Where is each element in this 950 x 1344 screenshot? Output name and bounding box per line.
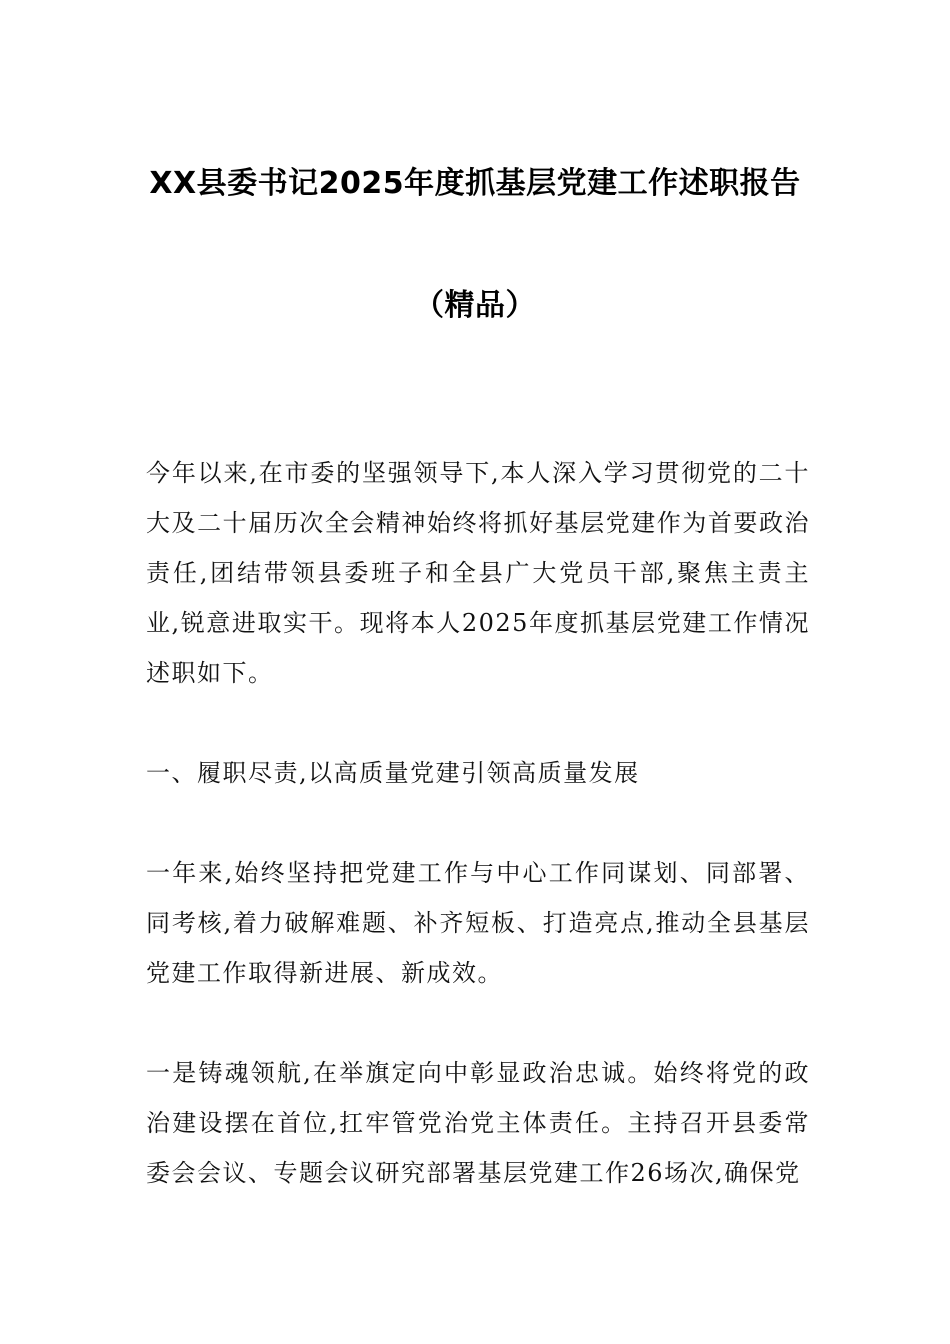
document-subtitle: （精品） — [414, 288, 536, 323]
section-paragraph: 一年来,始终坚持把党建工作与中心工作同谋划、同部署、同考核,着力破解难题、补齐短板、打造亮点,推动全县基层党建工作取得新进展、新成效。 — [146, 859, 810, 987]
section-heading: 一、履职尽责,以高质量党建引领高质量发展 — [146, 759, 640, 787]
intro-paragraph: 今年以来,在市委的坚强领导下,本人深入学习贯彻党的二十大及二十届历次全会精神始终将抓好基层党建作为首要政治责任,团结带领县委班子和全县广大党员干部,聚焦主责主业,锐意进取实干。现将本人2025年度抓基层党建工作情况述职如下。 — [146, 459, 810, 687]
point-paragraph: 一是铸魂领航,在举旗定向中彰显政治忠诚。始终将党的政治建设摆在首位,扛牢管党治党主体责任。主持召开县委常委会会议、专题会议研究部署基层党建工作26场次,确保党 — [146, 1059, 810, 1187]
document-title: XX县委书记2025年度抓基层党建工作述职报告 — [149, 166, 801, 201]
